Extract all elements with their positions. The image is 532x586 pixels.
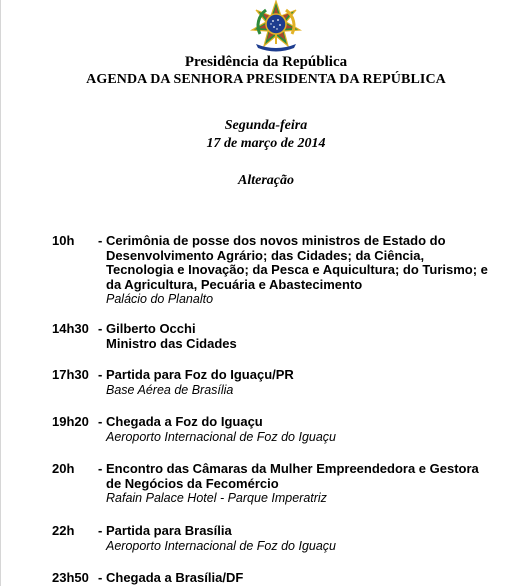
entry-title-line: Ministro das Cidades [106,335,237,351]
entry-time: 23h50 [52,570,89,585]
entry-body [106,462,491,506]
entry-body [106,571,491,586]
entry-dash: - [98,321,103,336]
agenda-weekday: Segunda-feira [224,118,308,133]
agenda-change-note: Alteração [238,173,294,188]
entry-time: 14h30 [52,321,89,336]
coat-of-arms-of-brazil-icon [246,0,306,52]
entry-place: Rafain Palace Hotel - Parque Imperatriz [106,491,327,506]
entry-place: Aeroporto Internacional de Foz do Iguaçu [106,538,337,553]
entry-dash: - [98,523,103,538]
entry-body [106,368,491,397]
entry-dash: - [98,570,103,585]
entry-title-line: Encontro das Câmaras da Mulher Empreendedora e Gestora [106,461,479,476]
entry-place: Palácio do Planalto [106,292,214,307]
emblem-ribbon [256,44,296,52]
entry-dash: - [98,414,103,429]
entry-time: 20h [52,461,75,476]
entry-title-line: Chegada a Foz do Iguaçu [106,414,263,429]
entry-title-line: da Agricultura, Pecuária e Abastecimento [106,276,363,292]
entry-title-line: Cerimônia de posse dos novos ministros de Estado do [106,233,446,248]
entry-place: Aeroporto Internacional de Foz do Iguaçu [106,429,337,444]
entry-title-line: de Negócios da Fecomércio [106,475,279,491]
entry-time: 10h [52,233,75,248]
entry-dash: - [98,233,103,248]
agenda-date: 17 de março de 2014 [206,136,326,151]
emblem-sword [275,34,277,44]
entry-time: 19h20 [52,414,89,429]
entry-place: Base Aérea de Brasília [106,382,234,397]
entry-time: 17h30 [52,367,89,382]
entry-dash: - [98,461,103,476]
emblem-center-disc [266,14,286,34]
entry-body [106,524,491,553]
entry-title-line: Partida para Brasília [106,523,232,538]
institution-name: Presidência da República [184,54,348,70]
entry-body [106,234,491,307]
entry-time: 22h [52,523,75,538]
entry-body [106,322,491,351]
entry-title-line: Partida para Foz do Iguaçu/PR [106,367,294,382]
entry-title-line: Gilberto Occhi [106,321,196,336]
entry-title-line: Desenvolvimento Agrário; das Cidades; da Ciência, [106,247,425,263]
entry-body [106,415,491,444]
agenda-title: AGENDA DA SENHORA PRESIDENTA DA REPÚBLICA [86,72,446,87]
entry-dash: - [98,367,103,382]
entry-title-line: Tecnologia e Inovação; da Pesca e Aquicultura; do Turismo; e [106,262,488,278]
entry-title-line: Chegada a Brasília/DF [106,570,244,585]
